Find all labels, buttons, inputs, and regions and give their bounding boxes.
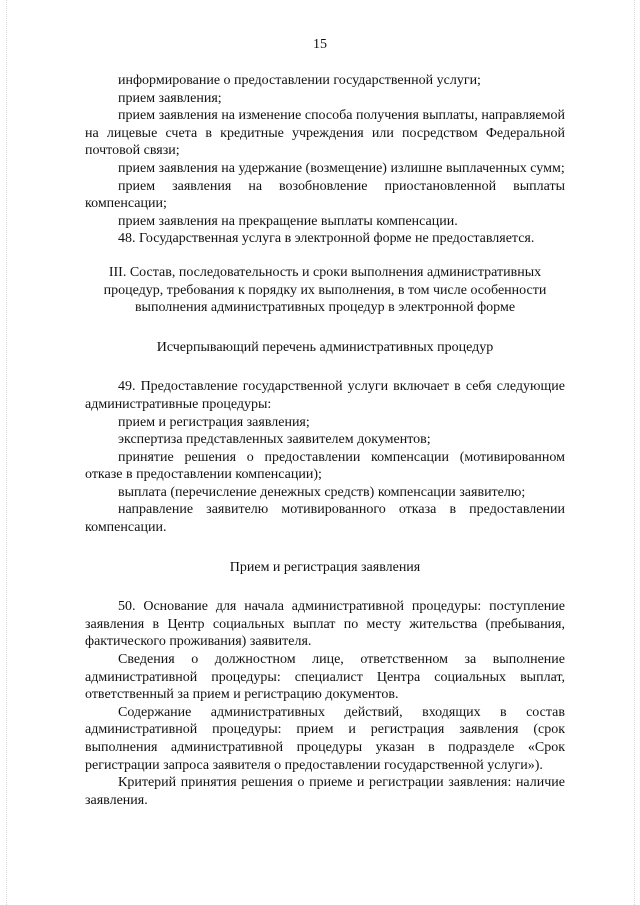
subheading-procedures-list: Исчерпывающий перечень административных процедур — [156, 339, 494, 355]
list-item-application-receipt: прием заявления; — [118, 90, 222, 106]
procedure-item-decision: принятие решения о предоставлении компенсации (мотивированном отказе в предоставлении компенсации); — [85, 449, 565, 483]
procedure-item-payment: выплата (перечисление денежных средств) компенсации заявителю; — [118, 484, 526, 500]
paragraph-49: 49. Предоставление государственной услуги включает в себя следующие административные процедуры: — [85, 379, 565, 412]
list-item-payment-termination: прием заявления на прекращение выплаты компенсации. — [118, 213, 458, 229]
paragraph-decision-criterion: Критерий принятия решения о приеме и регистрации заявления: наличие заявления. — [85, 775, 565, 808]
paragraph-48: 48. Государственная услуга в электронной форме не предоставляется. — [118, 231, 535, 247]
list-item-overpayment-deduction: прием заявления на удержание (возмещение) излишне выплаченных сумм; — [118, 160, 565, 176]
paragraph-actions-content: Содержание административных действий, входящих в состав административной процедуры: прием и регистрация заявления (срок выполнения административной процедуры указан в подразделе «Срок регистрации запроса заявителя о предоставлении государственной услуги»). — [85, 704, 565, 773]
list-item-payment-resumption: прием заявления на возобновление приостановленной выплаты компенсации; — [85, 178, 565, 212]
section-title-line-2: процедур, требования к порядку их выполнения, в том числе особенности — [103, 282, 547, 298]
paragraph-responsible-official: Сведения о должностном лице, ответственном за выполнение административной процедуры: специалист Центра социальных выплат, ответственный за прием и регистрацию документов. — [85, 652, 565, 703]
section-title-line-1: III. Состав, последовательность и сроки выполнения административных — [108, 264, 542, 280]
paragraph-50: 50. Основание для начала административной процедуры: поступление заявления в Центр социальных выплат по месту жительства (пребывания, фактического проживания) заявителя. — [85, 599, 565, 650]
list-item-payment-method-change: прием заявления на изменение способа получения выплаты, направляемой на лицевые счета в кредитные учреждения или посредством Федеральной почтовой связи; — [85, 108, 565, 159]
section-title-line-3: выполнения административных процедур в электронной форме — [134, 300, 516, 316]
procedure-item-registration: прием и регистрация заявления; — [118, 414, 310, 430]
subheading-receipt-registration: Прием и регистрация заявления — [229, 559, 421, 575]
list-item-informing: информирование о предоставлении государственной услуги; — [118, 73, 481, 88]
scan-edge-left — [6, 0, 7, 905]
page-number: 15 — [313, 37, 327, 52]
procedure-item-refusal: направление заявителю мотивированного отказа в предоставлении компенсации. — [85, 502, 565, 536]
scan-edge-right — [634, 0, 635, 905]
procedure-item-expertise: экспертиза представленных заявителем документов; — [118, 432, 431, 448]
document-body — [85, 72, 565, 809]
